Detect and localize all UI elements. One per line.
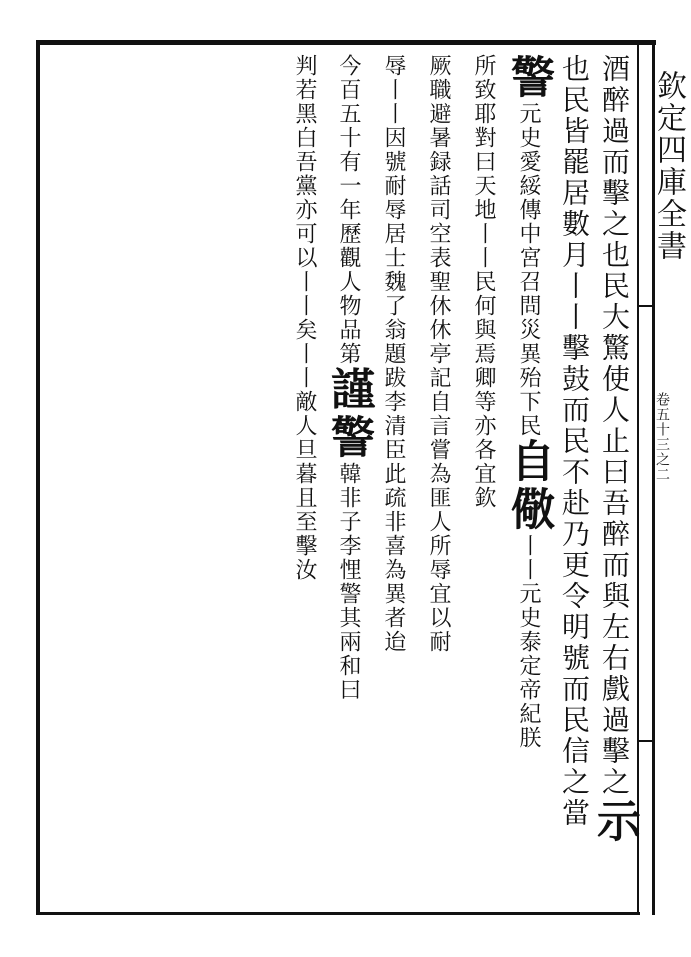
column-text: 丨丨元史泰定帝紀朕 [516,534,541,750]
book-title: 欽定四庫全書 [651,70,686,262]
margin-divider [637,40,639,915]
column-text: 丨丨敵人旦暮且至擊汝 [292,342,317,582]
column-text: 韓非子李悝警其兩和曰 [336,462,361,702]
column-text: 厥職避暑録話司空表聖休休亭記自言嘗為匪人所辱宜以耐 [426,54,451,654]
text-column [376,54,410,904]
frame-left-border [36,40,40,915]
text-column [421,54,455,904]
text-column [557,54,591,904]
margin-rule [637,305,655,307]
column-text: 當 [558,798,591,829]
entry-heading: 自儆 [503,438,554,534]
column-text: 辱丨丨因號耐辱居士魏了翁題跋李清臣此疏非喜為異者迨 [381,54,406,654]
margin-rule [637,740,655,742]
text-column [287,54,321,904]
entry-heading: 謹警 [323,366,374,462]
column-text: 所致耶對曰天地丨丨民何與焉 [471,54,496,366]
column-text: 今百五十有一年歷觀人物品第 [336,54,361,366]
frame-bottom-border [36,912,640,915]
column-text: 卿等亦各宜欽 [471,366,496,510]
text-column [589,54,640,904]
column-text: 也民皆罷居數月丨丨擊鼓而民不赴乃更令明號而民信之 [558,54,591,798]
entry-heading: 示 [589,798,640,846]
frame-top-border [36,40,656,45]
column-text: 判若黑白吾黨亦可以丨丨矣 [292,54,317,342]
volume-label: 卷五十三之二 [654,392,670,482]
column-text: 元史愛綏傳中宮召問災異殆下民 [516,102,541,438]
text-column [503,54,554,904]
text-column [466,54,500,904]
text-column [323,54,374,904]
column-text: 酒醉過而擊之也民大驚使人止曰吾醉而與左右戲過擊之 [598,54,631,798]
entry-heading: 警 [503,54,554,102]
